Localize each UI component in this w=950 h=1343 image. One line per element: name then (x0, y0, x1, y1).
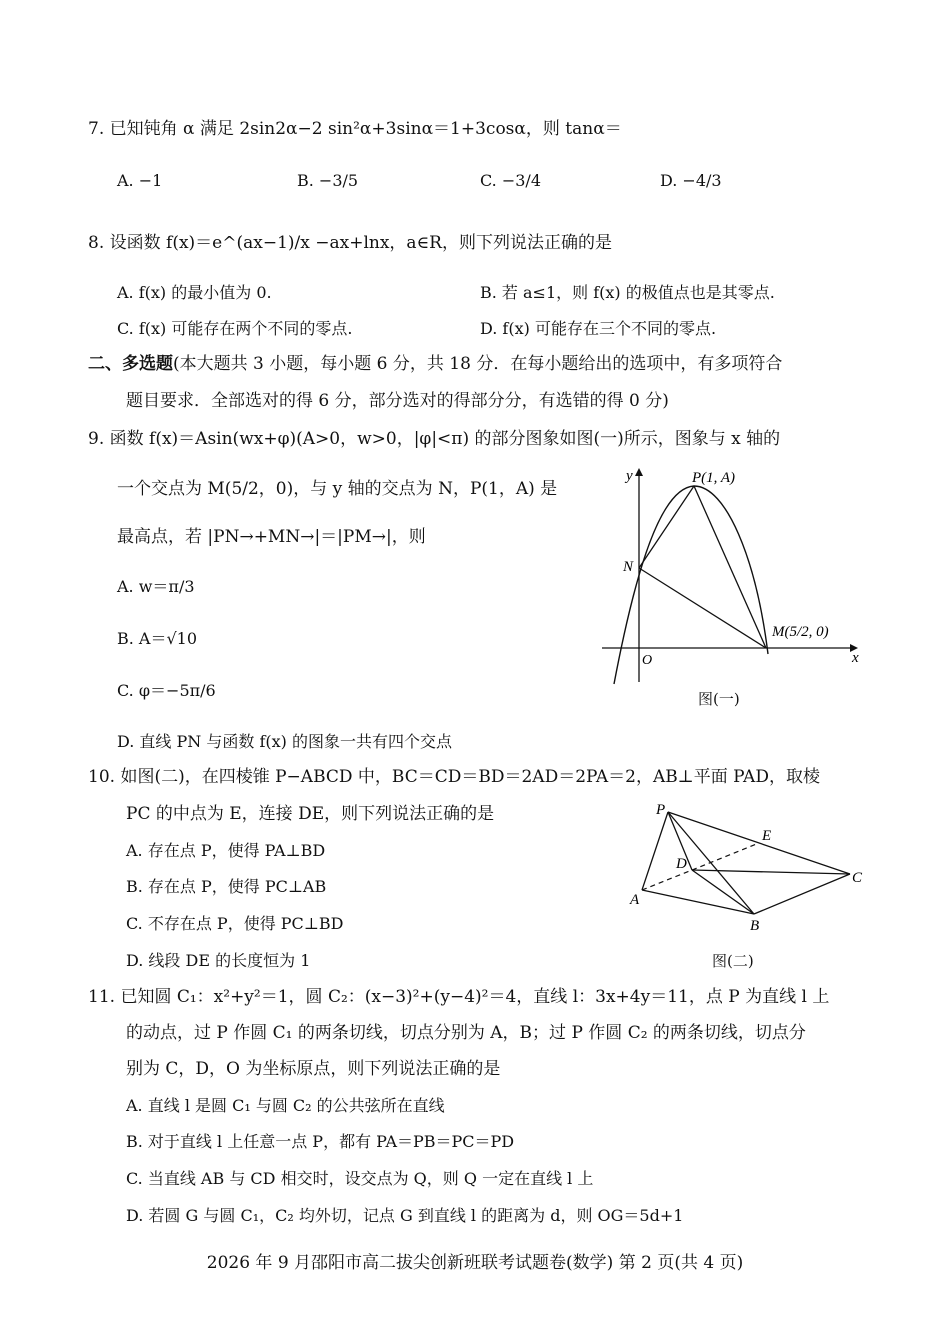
edge-ad (642, 870, 692, 890)
q10-option-c: C. 不存在点 P，使得 PC⊥BD (126, 914, 344, 933)
q11-option-d: D. 若圆 G 与圆 C₁，C₂ 均外切，记点 G 到直线 l 的距离为 d，则 OG＝5d+1 (126, 1206, 684, 1225)
q8-stem: 8. 设函数 f(x)＝e^(ax−1)/x −ax+lnx，a∈R，则下列说法正确的是 (88, 233, 612, 253)
q11-line3: 别为 C，D，O 为坐标原点，则下列说法正确的是 (126, 1059, 501, 1079)
segment-pn (639, 486, 694, 568)
section2-title: 二、多选题 (88, 354, 173, 374)
q9-line2: 一个交点为 M(5/2，0)，与 y 轴的交点为 N，P(1，A) 是 (117, 479, 558, 499)
q9-line1: 9. 函数 f(x)＝Asin(wx+φ)(A>0，w>0，|φ|<π) 的部分图象如图(一)所示，图象与 x 轴的 (88, 429, 781, 449)
label-n: N (623, 559, 634, 575)
q10-option-d: D. 线段 DE 的长度恒为 1 (126, 951, 311, 970)
q11-line2: 的动点，过 P 作圆 C₁ 的两条切线，切点分别为 A，B；过 P 作圆 C₂ 的两条切线，切点分 (126, 1023, 806, 1043)
q11-line1: 11. 已知圆 C₁：x²+y²＝1，圆 C₂：(x−3)²+(y−4)²＝4，直线 l：3x+4y＝11，点 P 为直线 l 上 (88, 987, 830, 1007)
q11-option-b: B. 对于直线 l 上任意一点 P，都有 PA＝PB＝PC＝PD (126, 1132, 515, 1151)
section2-header (88, 353, 782, 375)
label-e: E (762, 828, 772, 844)
label-p2: P (656, 802, 666, 818)
edge-pa (642, 812, 668, 890)
q7-option-a: A. −1 (117, 171, 163, 190)
y-axis-arrow (635, 468, 643, 476)
segment-de (692, 843, 759, 870)
segment-dc (692, 870, 850, 874)
figure-1-caption: 图(一) (698, 690, 740, 708)
q8-option-d: D. f(x) 可能存在三个不同的零点. (480, 319, 717, 338)
figure-1-sine-graph (596, 458, 866, 688)
q7-option-d: D. −4/3 (660, 171, 722, 190)
q11-option-a: A. 直线 l 是圆 C₁ 与圆 C₂ 的公共弦所在直线 (126, 1096, 445, 1115)
q8-option-c: C. f(x) 可能存在两个不同的零点. (117, 319, 353, 338)
q10-option-b: B. 存在点 P，使得 PC⊥AB (126, 877, 327, 896)
sine-curve (614, 486, 768, 684)
figure-2-caption: 图(二) (712, 952, 754, 970)
label-p: P(1, A) (692, 470, 736, 486)
q7-stem: 7. 已知钝角 α 满足 2sin2α−2 sin²α+3sinα＝1+3cosα，则 tanα＝ (88, 119, 622, 139)
section2-desc-line2: 题目要求．全部选对的得 6 分，部分选对的得部分分，有选错的得 0 分) (126, 391, 669, 411)
q7-option-b: B. −3/5 (297, 171, 359, 190)
q9-option-b: B. A＝√10 (117, 629, 198, 648)
label-d: D (676, 856, 687, 872)
q9-line3: 最高点，若 |PN→+MN→|＝|PM→|，则 (117, 527, 426, 547)
label-m: M(5/2, 0) (772, 624, 829, 640)
q11-option-c: C. 当直线 AB 与 CD 相交时，设交点为 Q，则 Q 一定在直线 l 上 (126, 1169, 594, 1188)
segment-nm (639, 568, 766, 648)
label-x: x (852, 650, 859, 666)
q8-option-b: B. 若 a≤1，则 f(x) 的极值点也是其零点. (480, 283, 775, 302)
section2-desc-line1: (本大题共 3 小题，每小题 6 分，共 18 分．在每小题给出的选项中，有多项符合 (173, 354, 783, 374)
label-c: C (852, 870, 863, 886)
q10-line2: PC 的中点为 E，连接 DE，则下列说法正确的是 (126, 804, 495, 824)
q8-option-a: A. f(x) 的最小值为 0. (117, 283, 272, 302)
segment-pm (694, 486, 766, 648)
label-a: A (630, 892, 640, 908)
q7-option-c: C. −3/4 (480, 171, 541, 190)
label-o: O (642, 653, 653, 668)
q9-option-a: A. w＝π/3 (117, 577, 195, 596)
q10-option-a: A. 存在点 P，使得 PA⊥BD (126, 841, 326, 860)
q9-option-d: D. 直线 PN 与函数 f(x) 的图象一共有四个交点 (117, 732, 452, 751)
page-footer: 2026 年 9 月邵阳市高二拔尖创新班联考试题卷(数学) 第 2 页(共 4 页) (206, 1253, 744, 1273)
label-y: y (626, 468, 633, 484)
q9-option-c: C. φ＝−5π/6 (117, 681, 216, 700)
edge-bc (754, 874, 850, 914)
label-b: B (750, 918, 760, 934)
figure-2-pyramid (620, 798, 870, 938)
q10-line1: 10. 如图(二)，在四棱锥 P−ABCD 中，BC＝CD＝BD＝2AD＝2PA＝2，AB⊥平面 PAD，取棱 (88, 767, 820, 787)
